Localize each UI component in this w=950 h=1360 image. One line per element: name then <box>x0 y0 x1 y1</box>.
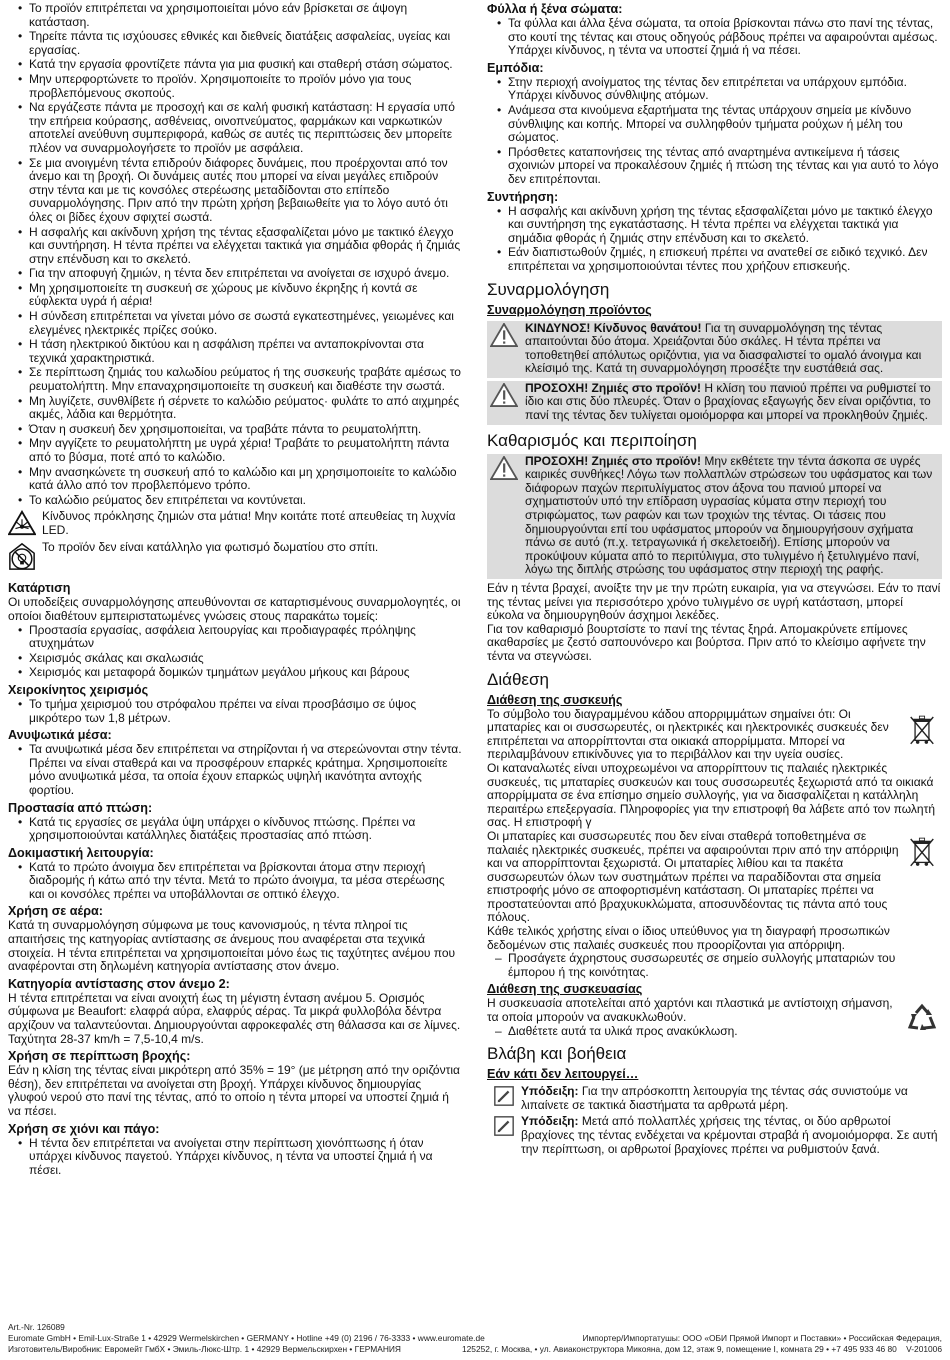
list-item: • Η ασφαλής και ακίνδυνη χρήση της τέντας εξασφαλίζεται μόνο με τακτικό έλεγχο και συντήρηση της εγκατάστασης. Η τέντα πρέπει να ελέγχεται τακτικά για σημάδια φθοράς ή ζημιάς στην επένδυση και το σκελετό. <box>487 205 942 246</box>
list-item: • Τηρείτε πάντα τις ισχύουσες εθνικές και διεθνείς διατάξεις ασφαλείας, υγείας και εργασίας. <box>8 30 463 57</box>
disposal-paragraph: Το σύμβολο του διαγραμμένου κάδου απορριμμάτων σημαίνει ότι: Οι μπαταρίες και οι συσσωρευτές, οι ηλεκτρικές και ηλεκτρονικές συσκευές δεν επιτρέπεται να απορρίπτονται στα οικιακά απορρίμματα. Μπορεί να περιλαμβάνουν επικίνδυνες για το περιβάλλον και την υγεία ουσίες. <box>487 706 889 762</box>
assembly-title: Συναρμολόγηση <box>487 279 610 299</box>
disposal-battery-row <box>487 830 942 925</box>
list-item: • Κατά το πρώτο άνοιγμα δεν επιτρέπεται να βρίσκονται άτομα στην περιοχή διαδρομής ή κάτω από την τέντα. Μετά το πρώτο άνοιγμα, τα μέσα στερέωσης και οι κονσόλες πρέπει να υποβάλλονται σε οπτικό έλεγχο. <box>8 861 463 902</box>
list-item: • Στην περιοχή ανοίγματος της τέντας δεν επιτρέπεται να υπάρχουν εμπόδια. Υπάρχει κίνδυνος σύνθλιψης ατόμων. <box>487 76 942 103</box>
right-column <box>487 2 942 1156</box>
list-item: • Μην αγγίζετε το ρευματολήπτη με υγρά χέρια! Τραβάτε το ρευματολήπτη πάντα από το βύσμα, ποτέ από το καλώδιο. <box>8 437 463 464</box>
list-item: • Όταν η συσκευή δεν χρησιμοποιείται, να τραβάτε πάντα το ρευματολήπτη. <box>8 423 463 437</box>
packaging-text: Η συσκευασία αποτελείται από χαρτόνι και πλαστικά με αντίστοιχη σήμανση, τα οποία μπορούν να ανακυκλωθούν. <box>487 996 893 1025</box>
warning-triangle-icon <box>487 454 521 579</box>
list-item: • Μην ανασηκώνετε τη συσκευή από το καλώδιο και μη χρησιμοποιείτε το καλώδιο κατά άλλο από τον προβλεπόμενο τρόπο. <box>8 466 463 493</box>
wind-use-heading: Χρήση σε αέρα: <box>8 904 103 919</box>
packaging-row <box>487 997 942 1038</box>
footer <box>8 1322 942 1355</box>
caution-label: ΠΡΟΣΟΧΗ! Ζημιές στο προϊόν! <box>525 380 702 395</box>
obstacles-heading: Εμπόδια: <box>487 60 544 75</box>
assembly-subheading: Συναρμολόγηση προϊόντος <box>487 302 652 317</box>
fault-title: Βλάβη και βοήθεια <box>487 1044 627 1064</box>
list-item: • Εάν διαπιστωθούν ζημιές, η επισκευή πρέπει να ανατεθεί σε ειδικό τεχνικό. Δεν επιτρέπεται να χρησιμοποιούνται τέντες που χρήζουν επισκευής. <box>487 246 942 273</box>
cleaning-paragraph: Εάν η τέντα βραχεί, ανοίξτε την με την πρώτη ευκαιρία, για να στεγνώσει. Εάν το πανί της τέντας μείνει για περισσότερο χρόνο τυλιγμένο σε υγρή κατάσταση, μπορεί εύκολα να δημιουργηθούν άσχημοι λεκέδες. <box>487 581 941 623</box>
list-item: • Χειρισμός και μεταφορά δομικών τμημάτων μεγάλου μήκους και βάρους <box>8 666 463 680</box>
caution-box-assembly <box>487 381 942 425</box>
hint-row <box>487 1115 942 1156</box>
caution-box-cleaning <box>487 454 942 579</box>
list-item: • Η τάση ηλεκτρικού δικτύου και η ασφάλιση πρέπει να ανταποκρίνονται στα τεχνικά χαρακτηριστικά. <box>8 338 463 365</box>
disposal-title: Διάθεση <box>487 669 549 689</box>
list-item: • Σε περίπτωση ζημιάς του καλωδίου ρεύματος ή της συσκευής τραβάτε αμέσως το ρευματολήπτη. Μην επαναχρησιμοποιείτε τη συσκευή και διαθέστε την σωστά. <box>8 366 463 393</box>
manufacturer-ru-line: Изготовитель/Виробник: Евромейт ГмбХ • Эмиль-Люкс-Штр. 1 • 42929 Вермельскирхен • ГЕРМАНИЯ <box>8 1344 401 1354</box>
leaves-heading: Φύλλα ή ξένα σώματα: <box>487 2 623 16</box>
disposal-dash-list <box>487 952 942 979</box>
hint-label: Υπόδειξη: <box>521 1114 579 1129</box>
list-item: • Σε μια ανοιγμένη τέντα επιδρούν διάφορες δυνάμεις, που προέρχονται από τον άνεμο και τη βροχή. Οι δυνάμεις αυτές που μπορεί να είναι μεγάλες επιδρούν στην τέντα και με τις κονσόλες στερέωσης μεταδίδονται στο επίπεδο συναρμολόγησης. Πριν από την πρώτη χρήση βεβαιωθείτε για το λόγο αυτό ότι όλες οι βίδες έχουν σφιχτεί σωστά. <box>8 157 463 225</box>
fault-subheading: Εάν κάτι δεν λειτουργεί… <box>487 1067 639 1082</box>
fall-list <box>8 816 463 843</box>
disposal-packaging-heading: Διάθεση της συσκευασίας <box>487 982 643 997</box>
hint-text: Μετά από πολλαπλές χρήσεις της τέντας, οι δύο αρθρωτοί βραχίονες της τέντας ενδέχεται να κρέμονται στραβά ή ανομοιόμορφα. Σε αυτή την περίπτωση, οι αρθρωτοί βραχίονες πρέπει να ρυθμιστούν ξανά. <box>521 1114 938 1156</box>
laser-radiation-warning-icon <box>8 510 42 541</box>
danger-text-block <box>521 321 942 378</box>
leaves-list <box>487 17 942 58</box>
importer-line: Импортер/Импортатушы: ООО «ОБИ Прямой Импорт и Поставки» • Российская Федерация, <box>582 1333 942 1343</box>
training-heading: Κατάρτιση <box>8 581 71 596</box>
no-room-lighting-icon <box>8 541 42 576</box>
disposal-paragraph: Οι μπαταρίες και συσσωρευτές που δεν είναι σταθερά τοποθετημένα σε παλαιές ηλεκτρικές συσκευές, πρέπει να αφαιρούνται πριν από την απόρριψη και να απορρίπτονται ξεχωριστά. Οι μπαταρίες λιθίου και τα πακέτα συσσωρευτών όλων των συστημάτων πρέπει να παραδίδονται στα σημεία επιστροφής μόνο σε αποφορτισμένη κατάσταση. Οι μπαταρίες πρέπει να προστατεύονται από βραχυκυκλώματα, αποσυνδέοντας τις πάντα από τους πόλους. <box>487 828 899 925</box>
test-heading: Δοκιμαστική λειτουργία: <box>8 845 154 860</box>
importer-address-line <box>462 1344 942 1355</box>
led-warning-row <box>8 510 463 541</box>
danger-label: ΚΙΝΔΥΝΟΣ! Κίνδυνος θανάτου! <box>525 320 702 335</box>
caution-label: ΠΡΟΣΟΧΗ! Ζημιές στο προϊόν! <box>525 453 702 468</box>
list-item: • Η ασφαλής και ακίνδυνη χρήση της τέντας εξασφαλίζεται μόνο με τακτικό έλεγχο και συντήρηση. Η τέντα πρέπει να ελέγχεται τακτικά για σημάδια φθοράς ή ζημιάς στην επένδυση και το σκελετό. <box>8 226 463 267</box>
hint-text-block <box>521 1085 942 1112</box>
list-item: • Χειρισμός σκάλας και σκαλωσιάς <box>8 652 463 666</box>
maintenance-heading: Συντήρηση: <box>487 189 559 204</box>
disposal-device-heading: Διάθεση της συσκευής <box>487 692 623 707</box>
list-item: • Κατά τις εργασίες σε μεγάλα ύψη υπάρχει ο κίνδυνος πτώσης. Πρέπει να χρησιμοποιούνται κατάλληλες διατάξεις προστασίας από πτώση. <box>8 816 463 843</box>
obstacles-list <box>487 76 942 187</box>
article-number: Art.-Nr. 126089 <box>8 1322 65 1332</box>
crank-heading: Χειροκίνητος χειρισμός <box>8 682 149 697</box>
safety-bullet-list <box>8 2 463 507</box>
list-item: • Η τέντα δεν επιτρέπεται να ανοίγεται στην περίπτωση χιονόπτωσης ή όταν υπάρχει κίνδυνος παγετού. Υπάρχει κίνδυνος, η τέντα να υποστεί ζημιά ή να πέσει. <box>8 1137 463 1178</box>
crossed-out-wheelie-bin-icon <box>902 830 942 925</box>
test-list <box>8 861 463 902</box>
list-item: • Μη λυγίζετε, συνθλίβετε ή σέρνετε το καλώδιο ρεύματος· φυλάτε το από αιχμηρές ακμές, λάδια και θερμότητα. <box>8 395 463 422</box>
disposal-bin-row <box>487 708 942 762</box>
crank-list <box>8 698 463 725</box>
hint-text-block <box>521 1115 942 1156</box>
snow-list <box>8 1137 463 1178</box>
fall-heading: Προστασία από πτώση: <box>8 800 153 815</box>
list-item: • Πρόσθετες καταπονήσεις της τέντας από αναρτημένα αντικείμενα ή τάσεις σχοινιών μπορεί να προκαλέσουν ζημιές ή πτώση της τέντας και για αυτό το λόγο δεν επιτρέπονται. <box>487 146 942 187</box>
training-list <box>8 624 463 680</box>
packaging-dash-list <box>487 1025 902 1039</box>
hint-text: Για την απρόσκοπτη λειτουργία της τέντας σάς συνιστούμε να λιπαίνετε σε τακτικά διαστήματα τα αρθρωτά μέρη. <box>521 1084 908 1112</box>
disposal-paragraph: Οι καταναλωτές είναι υποχρεωμένοι να απορρίπτουν τις παλαιές ηλεκτρικές συσκευές, τις μπαταρίες συσκευών και τους συσσωρευτές ξεχωριστά από τα οικιακά απορρίμματα σε ένα επίσημο σημείο συλλογής, για να διασφαλίζεται η κατάλληλη περαιτέρω επεξεργασία. Πληροφορίες για την επιστροφή θα λάβετε από τον πωλητή σας. Η επιστροφή γ <box>487 760 936 830</box>
warning-triangle-icon <box>487 321 521 378</box>
lifting-list <box>8 743 463 797</box>
cleaning-title: Καθαρισμός και περιποίηση <box>487 430 697 450</box>
cleaning-paragraph: Για τον καθαρισμό βουρτσίστε το πανί της τέντας ξηρά. Απομακρύνετε επίμονες ακαθαρσίες με ζεστό σαπουνόνερο και βούρτσα. Πριν από το κλείσιμο αφήνετε την τέντα να στεγνώσει. <box>487 621 926 663</box>
danger-text: Για τη συναρμολόγηση της τέντας απαιτούνται δύο άτομα. Χρειάζονται δύο σκάλες. Η τέντα πρέπει να τοποθετηθεί απόλυτως οριζόντια, για να διασφαλιστεί το ομαλό άνοιγμα και κλείσιμό της. Κατά τη συναρμολόγηση προσέξτε την ευστάθειά σας. <box>525 320 922 376</box>
hint-label: Υπόδειξη: <box>521 1084 579 1099</box>
caution-text-block <box>521 381 942 425</box>
importer-address: 125252, г. Москва, • ул. Авиаконструктора Микояна, дом 12, этаж 9, помещение I, комната 29 • +7 495 933 46 80 <box>461 1344 897 1354</box>
disposal-paragraph: Κάθε τελικός χρήστης είναι ο ίδιος υπεύθυνος για τη διαγραφή προσωπικών δεδομένων στις παλαιές συσκευές που προορίζονται για απόρριψη. <box>487 924 890 952</box>
crossed-out-wheelie-bin-icon <box>902 708 942 762</box>
list-item: • Για την αποφυγή ζημιών, η τέντα δεν επιτρέπεται να ανοίγεται σε ισχυρό άνεμο. <box>8 267 463 281</box>
version-code: V-201006 <box>906 1344 942 1354</box>
snow-heading: Χρήση σε χιόνι και πάγο: <box>8 1121 160 1136</box>
list-item: • Μην υπερφορτώνετε το προϊόν. Χρησιμοποιείτε το προϊόν μόνο για τους προβλεπόμενους σκοπούς. <box>8 73 463 100</box>
caution-text: Η κλίση του πανιού πρέπει να ρυθμιστεί το ίδιο και στις δύο πλευρές. Όταν ο βραχίονας εξαγωγής δεν είναι οριζόντια, το πανί της τέντας δεν τυλίγεται ομοιόμορφα και μπορεί να προκληθούν ζημιές. <box>525 380 931 423</box>
recycling-symbol-icon <box>902 997 942 1038</box>
wind-class-text: Η τέντα επιτρέπεται να είναι ανοιχτή έως τη μέγιστη ένταση ανέμου 5. Ορισμός σύμφωνα με Beaufort: ελαφρά αύρα, ελαφρύς αέρας. Τα μικρά φυλλοβόλα δέντρα αρχίζουν να ταλαντεύονται. Δημιουργούνται αφροκεφαλές στη θάλασσα και σε λίμνες. Ταχύτητα 28-37 km/h = 7,5-10,4 m/s. <box>8 990 461 1046</box>
list-item: • Το προϊόν επιτρέπεται να χρησιμοποιείται μόνο εάν βρίσκεται σε άψογη κατάσταση. <box>8 2 463 29</box>
caution-text-block <box>521 454 942 579</box>
list-item: • Να εργάζεστε πάντα με προσοχή και σε καλή φυσική κατάσταση: Η εργασία υπό την επήρεια κούρασης, ασθένειας, οινοπνεύματος, φαρμάκων και ναρκωτικών αποτελεί ανεύθυνη συμπεριφορά, καθώς σε αυτές τις περιπτώσεις δεν μπορείτε πλέον να συναρμολογήσετε το προϊόν με ασφάλεια. <box>8 101 463 155</box>
dash-item: – Προσάγετε άχρηστους συσσωρευτές σε σημείο συλλογής μπαταριών του έμπορου ή της κοινότητας. <box>487 952 942 979</box>
maintenance-list <box>487 205 942 274</box>
hint-row <box>487 1085 942 1112</box>
dash-item: – Διαθέτετε αυτά τα υλικά προς ανακύκλωση. <box>487 1025 902 1039</box>
hint-pencil-icon <box>487 1115 521 1156</box>
wind-class-heading: Κατηγορία αντίστασης στον άνεμο 2: <box>8 976 230 991</box>
footer-row <box>8 1333 942 1344</box>
list-item: • Το τμήμα χειρισμού του στρόφαλου πρέπει να είναι προσβάσιμο σε ύψος μικρότερο των 1,8 μέτρων. <box>8 698 463 725</box>
rain-text: Εάν η κλίση της τέντας είναι μικρότερη από 35% = 19° (με μέτρηση από την οριζόντια θέση), δεν επιτρέπεται να ανοίγεται στη βροχή. Υπάρχει κίνδυνος δημιουργίας γλυφού νερού στο πανί της τέντας, από το οποίο η τέντα μπορεί να υποστεί ζημιά ή να πέσει. <box>8 1063 460 1118</box>
list-item: • Το καλώδιο ρεύματος δεν επιτρέπεται να κοντύνεται. <box>8 494 463 508</box>
rain-heading: Χρήση σε περίπτωση βροχής: <box>8 1049 191 1064</box>
list-item: • Κατά την εργασία φροντίζετε πάντα για μια φυσική και σταθερή στάση σώματος. <box>8 58 463 72</box>
left-column <box>8 2 463 1178</box>
training-text: Οι υποδείξεις συναρμολόγησης απευθύνονται σε καταρτισμένους συναρμολογητές, οι οποίοι διαθέτουν εμπειριστατωμένες γνώσεις στους παρακάτω τομείς: <box>8 595 461 623</box>
warning-triangle-icon <box>487 381 521 425</box>
footer-row <box>8 1344 942 1355</box>
manufacturer-line: Euromate GmbH • Emil-Lux-Straße 1 • 42929 Wermelskirchen • GERMANY • Hotline +49 (0) 2196 / 76-3333 • www.euromate.de <box>8 1333 485 1343</box>
list-item: • Τα ανυψωτικά μέσα δεν επιτρέπεται να στηρίζονται ή να στερεώνονται στην τέντα. Πρέπει να είναι σταθερά και να προσφέρουν επαρκές κράτημα. Χρησιμοποιείτε μόνο ανυψωτικά μέσα, τα οποία έχουν επαρκώς υψηλή ικανότητα αντοχής φορτίου. <box>8 743 463 797</box>
list-item: • Τα φύλλα και άλλα ξένα σώματα, τα οποία βρίσκονται πάνω στο πανί της τέντας, στο κουτί της τέντας και στους οδηγούς ράβδους πρέπει να αφαιρούνται αμέσως. Υπάρχει κίνδυνος, η τέντα να υποστεί ζημιά ή να πέσει. <box>487 17 942 58</box>
list-item: • Η σύνδεση επιτρέπεται να γίνεται μόνο σε σωστά εγκατεστημένες, γειωμένες και ελεγμένες ηλεκτρικές πρίζες σούκο. <box>8 310 463 337</box>
room-light-row <box>8 541 463 576</box>
led-warning-text: Κίνδυνος πρόκλησης ζημιών στα μάτια! Μην κοιτάτε ποτέ απευθείας τη λυχνία LED. <box>42 509 456 537</box>
danger-box <box>487 321 942 378</box>
list-item: • Προστασία εργασίας, ασφάλεια λειτουργίας και προδιαγραφές πρόληψης ατυχημάτων <box>8 624 463 651</box>
hint-pencil-icon <box>487 1085 521 1112</box>
list-item: • Μη χρησιμοποιείτε τη συσκευή σε χώρους με κίνδυνο έκρηξης ή κοντά σε εύφλεκτα υγρά ή αέρια! <box>8 282 463 309</box>
wind-use-text: Κατά τη συναρμολόγηση σύμφωνα με τους κανονισμούς, η τέντα πληροί τις απαιτήσεις της κατηγορίας αντίστασης σε άνεμους που αναφέρεται στα τεχνικά στοιχεία. Η τέντα επιτρέπεται να χρησιμοποιείται μόνο έως τις ταχύτητες ανέμου που αναφέρονται στη δηλωμένη κατηγορία αντίστασης στον άνεμο. <box>8 918 456 974</box>
room-light-text: Το προϊόν δεν είναι κατάλληλο για φωτισμό δωματίου στο σπίτι. <box>42 540 379 555</box>
list-item: • Ανάμεσα στα κινούμενα εξαρτήματα της τέντας υπάρχουν σημεία με κίνδυνο σύνθλιψης και κοπής. Μπορεί να συλληφθούν τμήματα ρούχων ή μέλη του σώματος. <box>487 104 942 145</box>
caution-text: Μην εκθέτετε την τέντα άσκοπα σε υγρές καιρικές συνθήκες! Λόγω των πολλαπλών στρώσεων του υφάσματος και των διάφορων παχών περιτυλίγματος στον άξονα του πανιού μπορεί να σχηματιστούν υπό την επίδραση υγρασίας κύματα στην περιοχή του στριφώματος, των ραφών και των τροχιών της τέντας. Οι τάσεις που δημιουργούνται επί του υφάσματος μπορούν να δημιουργήσουν σχήματα πάνω σε αυτό (π.χ. τετραγωνικά ή σκελετοειδή). Επίσης μπορούν να προκύψουν κύματα από το περιτύλιγμα, στο τυλιγμένο ή ξετυλιγμένο πανί, λόγω της διπλής στρώσης του υφάσματος στην περιοχή της ραφής. <box>525 453 933 577</box>
lifting-heading: Ανυψωτικά μέσα: <box>8 728 112 743</box>
packaging-text-block <box>487 997 902 1038</box>
